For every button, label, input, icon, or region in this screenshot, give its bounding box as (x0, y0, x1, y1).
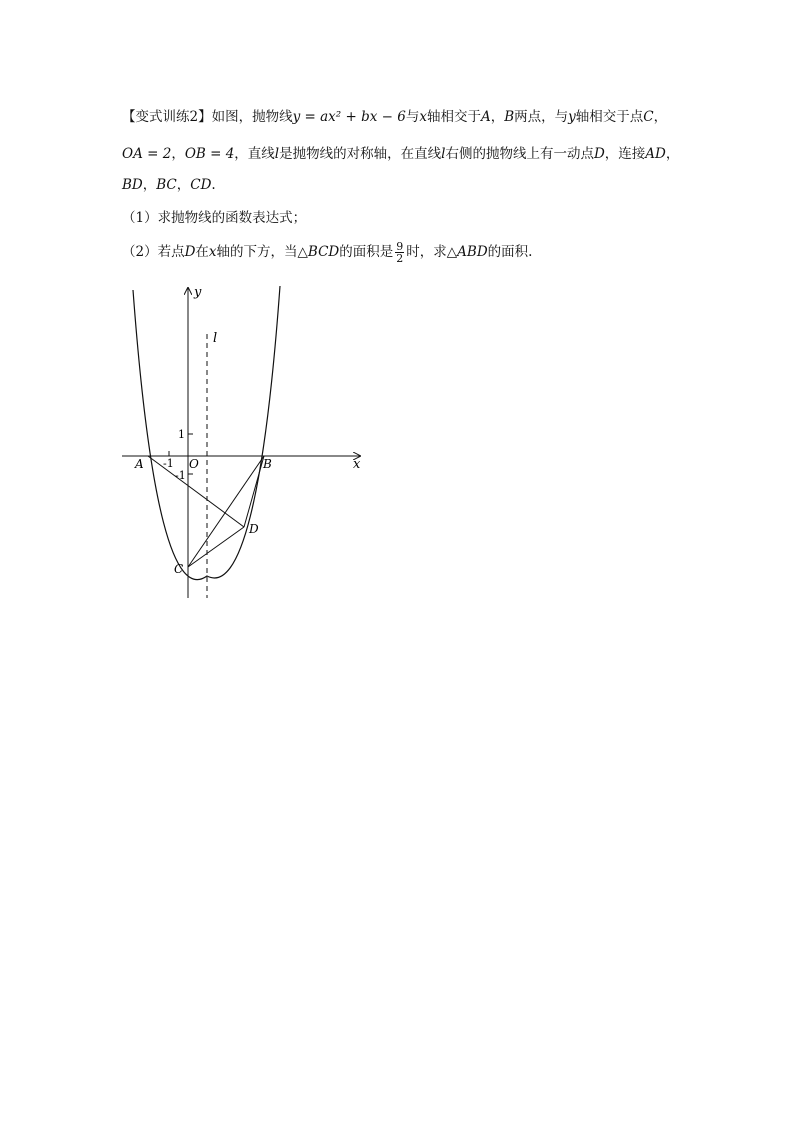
var-x: x (419, 109, 427, 125)
triangle-bcd: △BCD (297, 244, 340, 260)
point-b-figure-label: B (263, 457, 272, 471)
text: ， (171, 146, 185, 162)
point-d-figure-label: D (249, 522, 259, 536)
tick-y-1-label: 1 (178, 428, 185, 441)
text: 的面积. (487, 244, 533, 260)
line-l-label: l (274, 146, 280, 162)
problem-line-1 (122, 108, 667, 126)
text: 轴相交于点 (575, 109, 644, 125)
text: （2）若点 (122, 244, 185, 260)
text: 轴的下方，当 (216, 244, 298, 260)
parabola-figure (120, 282, 370, 602)
text: ，直线 (234, 146, 275, 162)
text: . (211, 177, 216, 193)
text: ， (142, 177, 157, 193)
segment-cd-line (188, 527, 244, 567)
text: 右侧的抛物线上有一动点 (445, 146, 594, 162)
var-x: x (208, 244, 217, 260)
text: 轴相交于 (426, 109, 481, 125)
point-c-label: C (643, 109, 654, 125)
triangle-abd: △ABD (446, 244, 488, 260)
segment-bd: BD (122, 177, 143, 193)
text: ， (176, 177, 191, 193)
problem-heading: 【变式训练2】 (122, 109, 212, 125)
origin-label: O (189, 457, 199, 471)
question-2 (122, 239, 532, 265)
point-a-label: A (480, 109, 491, 125)
problem-line-3 (122, 176, 216, 194)
x-axis-label: x (353, 457, 361, 472)
segment-bd-line (244, 456, 264, 527)
segment-ad: AD (645, 146, 666, 162)
text: 时，求 (406, 244, 447, 260)
problem-line-2 (122, 145, 679, 163)
fraction-nine-halves (395, 241, 404, 264)
fraction-numerator: 9 (396, 240, 404, 253)
line-l-label: l (441, 146, 446, 162)
text: 两点，与 (514, 109, 569, 125)
line-l-figure-label: l (213, 331, 218, 346)
segment-bc-line (188, 456, 264, 567)
parabola-equation: y = ax² + bx − 6 (292, 109, 406, 125)
text: 是抛物线的对称轴，在直线 (279, 146, 442, 162)
text: ， (490, 109, 505, 125)
text: 如图，抛物线 (211, 109, 293, 125)
tick-y-neg1-label: -1 (175, 469, 186, 482)
point-d-label: D (184, 244, 196, 260)
segment-bc: BC (156, 177, 177, 193)
y-axis-label: y (194, 285, 202, 300)
point-d-label: D (593, 146, 605, 162)
fraction-denominator: 2 (396, 252, 404, 265)
tick-x-neg1-label: -1 (163, 457, 174, 470)
text: 与 (405, 109, 420, 125)
text: ， (653, 109, 668, 125)
text: 在 (195, 244, 209, 260)
segment-cd: CD (190, 177, 212, 193)
var-y: y (568, 109, 576, 125)
ob-length: OB = 4 (184, 146, 235, 162)
point-b-label: B (504, 109, 515, 125)
oa-length: OA = 2 (122, 146, 172, 162)
point-c-figure-label: C (174, 562, 184, 576)
text: ，连接 (604, 146, 646, 162)
question-1: （1）求抛物线的函数表达式； (122, 210, 307, 226)
point-a-figure-label: A (135, 457, 144, 471)
text: ， (665, 146, 680, 162)
text: 的面积是 (339, 244, 394, 260)
